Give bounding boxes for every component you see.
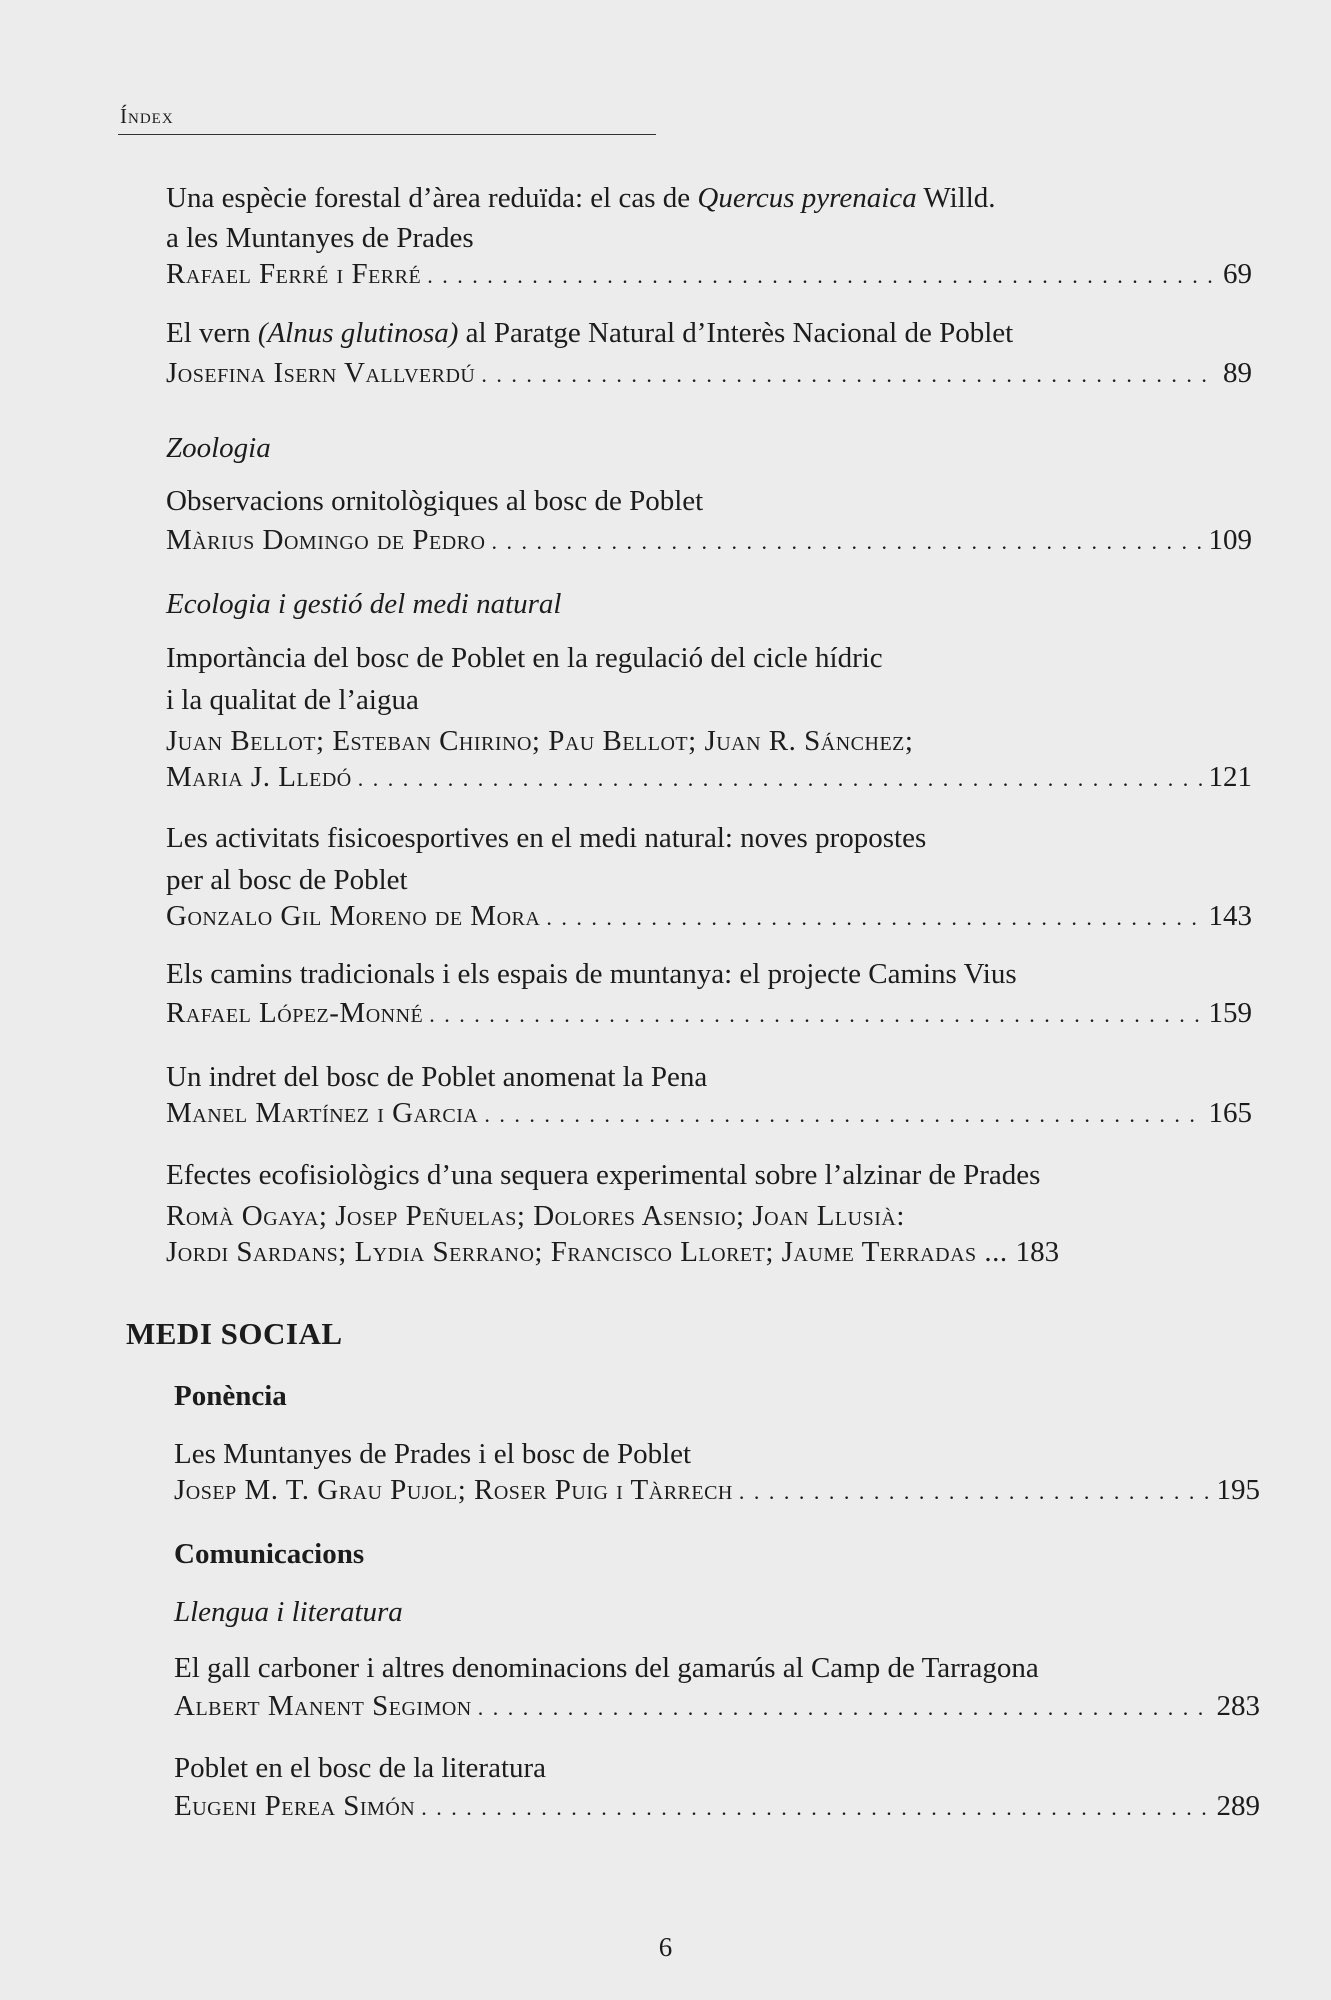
entry-author: Maria J. Lledó xyxy=(166,761,352,793)
entry-title: Observacions ornitològiques al bosc de Poblet xyxy=(166,485,704,517)
title-italic: (Alnus glutinosa) xyxy=(257,317,459,349)
subsection-heading: Llengua i literatura xyxy=(174,1596,403,1628)
entry-title xyxy=(166,178,1252,218)
entry-title: Les Muntanyes de Prades i el bosc de Poblet xyxy=(174,1438,692,1470)
page-number: 283 xyxy=(1216,1690,1260,1722)
header-rule xyxy=(118,134,656,135)
page-number: 183 xyxy=(1015,1236,1060,1268)
entry-title-cont: i la qualitat de l’aigua xyxy=(166,684,419,716)
toc-entry-line[interactable] xyxy=(174,1686,1260,1728)
title-text: El vern xyxy=(166,317,258,349)
leader-dots xyxy=(491,522,1202,562)
toc-entry-line[interactable] xyxy=(166,1232,1252,1272)
title-text: al Paratge Natural d’Interès Nacional de Poblet xyxy=(458,317,1014,349)
page-number: 143 xyxy=(1208,900,1252,932)
entry-author: Josep M. T. Grau Pujol; Roser Puig i Tàrrech xyxy=(174,1474,733,1506)
entry-authors: Romà Ogaya; Josep Peñuelas; Dolores Asensio; Joan Llusià: xyxy=(166,1200,905,1232)
entry-author: Albert Manent Segimon xyxy=(174,1690,472,1722)
entry-author: Manel Martínez i Garcia xyxy=(166,1097,479,1129)
leader-dots xyxy=(427,256,1217,296)
entry-title: Poblet en el bosc de la literatura xyxy=(174,1752,547,1784)
page-number: 165 xyxy=(1208,1097,1252,1129)
page-folio: 6 xyxy=(658,1932,673,1962)
entry-title: Els camins tradicionals i els espais de muntanya: el projecte Camins Vius xyxy=(166,958,1017,990)
title-italic: Quercus pyrenaica xyxy=(697,182,917,214)
entry-author: Rafael Ferré i Ferré xyxy=(166,258,422,290)
page-number: 89 xyxy=(1223,357,1252,389)
title-text: Una espècie forestal d’àrea reduïda: el cas de xyxy=(166,182,698,214)
page-number: 159 xyxy=(1208,997,1252,1029)
leader-dots xyxy=(478,1688,1211,1728)
toc-entry-line[interactable] xyxy=(166,1093,1252,1135)
entry-title: Un indret del bosc de Poblet anomenat la Pena xyxy=(166,1061,708,1093)
entry-authors: Juan Bellot; Esteban Chirino; Pau Bellot; Juan R. Sánchez; xyxy=(166,725,914,757)
entry-title-cont: a les Muntanyes de Prades xyxy=(166,222,474,254)
section-heading: MEDI SOCIAL xyxy=(126,1316,343,1351)
entry-author: Rafael López-Monné xyxy=(166,997,424,1029)
entry-title-cont: per al bosc de Poblet xyxy=(166,864,408,896)
title-text: Willd. xyxy=(916,182,996,214)
entry-author: Josefina Isern Vallverdú xyxy=(166,357,476,389)
toc-entry-line[interactable] xyxy=(166,993,1252,1035)
entry-author: Eugeni Perea Simón xyxy=(174,1790,416,1822)
subsection-heading: Zoologia xyxy=(166,432,271,464)
running-head: Índex xyxy=(120,104,174,128)
page-number: 109 xyxy=(1208,524,1252,556)
entry-title: Efectes ecofisiològics d’una sequera experimental sobre l’alzinar de Prades xyxy=(166,1159,1041,1191)
entry-title: El gall carboner i altres denominacions del gamarús al Camp de Tarragona xyxy=(174,1652,1039,1684)
toc-entry-line[interactable] xyxy=(166,254,1252,296)
toc-entry-line[interactable] xyxy=(166,757,1252,799)
entry-title: Importància del bosc de Poblet en la regulació del cicle hídric xyxy=(166,642,883,674)
entry-title: Les activitats fisicoesportives en el medi natural: noves propostes xyxy=(166,822,927,854)
toc-entry-line[interactable] xyxy=(174,1470,1260,1512)
leader-dots xyxy=(739,1472,1211,1512)
leader-dots xyxy=(484,1095,1202,1135)
subsection-heading-bold: Comunicacions xyxy=(174,1538,365,1570)
page-number: 121 xyxy=(1208,761,1252,793)
leader-dots xyxy=(481,355,1217,395)
subsection-heading-bold: Ponència xyxy=(174,1380,287,1412)
toc-entry-line[interactable] xyxy=(166,896,1252,938)
leader-dots xyxy=(421,1788,1210,1828)
page-number: 69 xyxy=(1223,258,1252,290)
subsection-heading: Ecologia i gestió del medi natural xyxy=(166,588,562,620)
entry-author: Jordi Sardans; Lydia Serrano; Francisco Lloret; Jaume Terradas ... xyxy=(166,1236,1008,1268)
leader-dots xyxy=(546,898,1202,938)
entry-title xyxy=(166,313,1252,353)
entry-author: Màrius Domingo de Pedro xyxy=(166,524,486,556)
toc-entry-line[interactable] xyxy=(174,1786,1260,1828)
leader-dots xyxy=(429,995,1202,1035)
page-number: 289 xyxy=(1216,1790,1260,1822)
leader-dots xyxy=(358,759,1203,799)
page-number: 195 xyxy=(1216,1474,1260,1506)
toc-entry-line[interactable] xyxy=(166,520,1252,562)
toc-entry-line[interactable] xyxy=(166,353,1252,395)
entry-author: Gonzalo Gil Moreno de Mora xyxy=(166,900,541,932)
